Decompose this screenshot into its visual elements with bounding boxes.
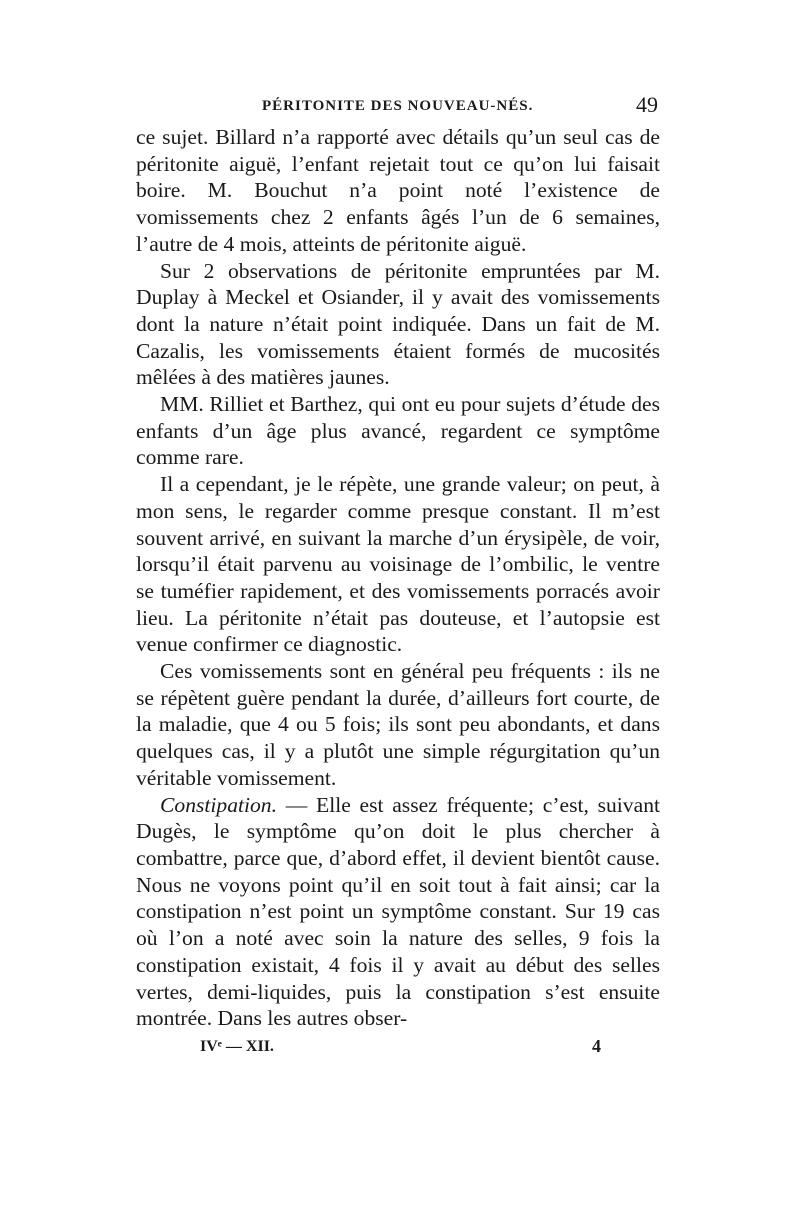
paragraph-3: MM. Rilliet et Barthez, qui ont eu pour sujets d’étude des enfants d’un âge plus avancé, regardent ce symptôme comme rare. [136,392,660,470]
body-text [136,124,660,1032]
printer-signature: IVᵉ — XII. [200,1037,274,1055]
book-page [136,92,660,1064]
paragraph-6-text: — Elle est assez fréquente; c’est, suivant Dugès, le symptôme qu’on doit le plus chercher à combattre, parce que, d’abord effet, il devient bientôt cause. Nous ne voyons point qu’il en soit tout à fait ainsi; car la constipation n’est point un symptôme constant. Sur 19 cas où l’on a noté avec soin la nature des selles, 9 fois la constipation existait, 4 fois il y avait au début des selles vertes, demi-liquides, puis la constipation s’est ensuite montrée. Dans les autres obser- [136,792,660,1031]
running-head [136,92,660,122]
running-title: PÉRITONITE DES NOUVEAU-NÉS. [262,98,534,114]
paragraph-5: Ces vomissements sont en général peu fréquents : ils ne se répètent guère pendant la durée, d’ailleurs fort courte, de la maladie, que 4 ou 5 fois; ils sont peu abondants, et dans quelques cas, il y a plutôt une simple régurgitation qu’un véritable vomissement. [136,659,660,790]
paragraph-1: ce sujet. Billard n’a rapporté avec détails qu’un seul cas de péritonite aiguë, l’enfant rejetait tout ce qu’on lui faisait boire. M. Bouchut n’a point noté l’existence de vomissements chez 2 enfants âgés l’un de 6 semaines, l’autre de 4 mois, atteints de péritonite aiguë. [136,125,660,256]
section-heading-constipation: Constipation. [160,792,277,817]
signature-line [136,1034,660,1064]
paragraph-2: Sur 2 observations de péritonite empruntées par M. Duplay à Meckel et Osiander, il y avait des vomissements dont la nature n’était point indiquée. Dans un fait de M. Cazalis, les vomissements étaient formés de mucosités mêlées à des matières jaunes. [136,258,660,390]
page-number: 49 [636,92,658,117]
paragraph-4: Il a cependant, je le répète, une grande valeur; on peut, à mon sens, le regarder comme presque constant. Il m’est souvent arrivé, en suivant la marche d’un érysipèle, de voir, lorsqu’il était parvenu au voisinage de l’ombilic, le ventre se tuméfier rapidement, et des vomissements porracés avoir lieu. La péritonite n’était pas douteuse, et l’autopsie est venue confirmer ce diagnostic. [136,472,660,657]
signature-number: 4 [592,1035,601,1056]
paragraph-6 [136,792,660,1032]
